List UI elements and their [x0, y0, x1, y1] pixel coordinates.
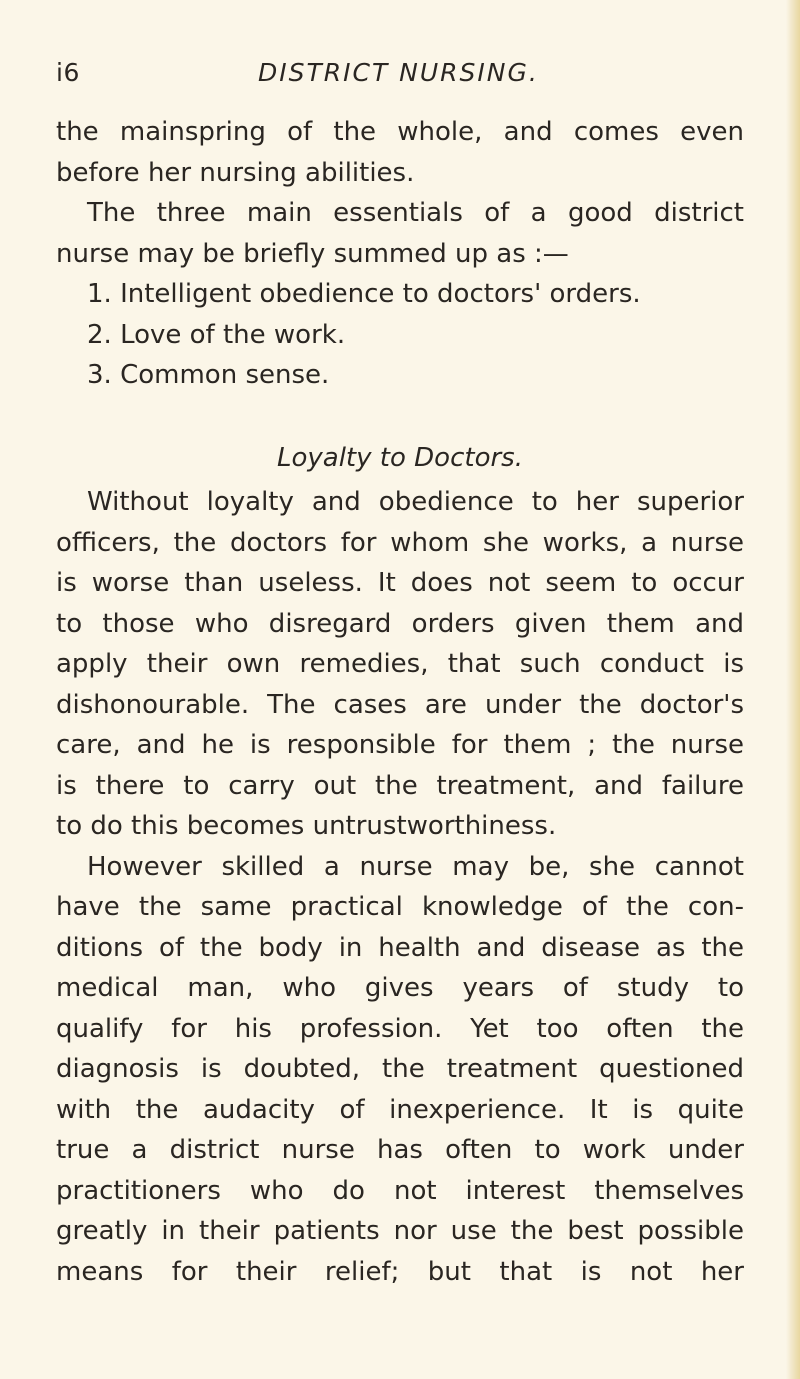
page-edge	[786, 0, 800, 1379]
text-line: greatly in their patients nor use the best possible	[56, 1216, 744, 1246]
text-line: the mainspring of the whole, and comes even	[56, 117, 744, 147]
page-header	[0, 58, 800, 98]
running-title: DISTRICT NURSING.	[258, 58, 539, 87]
text-line: true a district nurse has often to work under	[56, 1135, 744, 1165]
text-line: care, and he is responsible for them ; the nurse	[56, 730, 744, 760]
list-item: 2. Love of the work.	[87, 319, 346, 350]
text-line: qualify for his profession. Yet too often the	[56, 1013, 744, 1044]
text-line: with the audacity of inexperience. It is quite	[56, 1094, 744, 1125]
text-line: practitioners who do not interest themselves	[56, 1175, 744, 1206]
text-line: have the same practical knowledge of the con-	[56, 892, 744, 922]
text-line: The three main essentials of a good district	[87, 198, 744, 228]
text-line: officers, the doctors for whom she works, a nurse	[56, 527, 744, 558]
text-line: to do this becomes untrustworthiness.	[56, 811, 557, 841]
text-line: dishonourable. The cases are under the doctor's	[56, 689, 744, 720]
text-line: before her nursing abilities.	[56, 157, 415, 188]
page-text	[56, 112, 744, 1292]
text-line: to those who disregard orders given them and	[56, 608, 744, 639]
text-line: ditions of the body in health and disease as the	[56, 932, 744, 963]
text-line: medical man, who gives years of study to	[56, 973, 744, 1003]
text-line: Without loyalty and obedience to her superior	[87, 487, 744, 517]
page-number: i6	[56, 58, 80, 87]
list-item: 3. Common sense.	[87, 360, 330, 390]
text-line: is worse than useless. It does not seem to occur	[56, 568, 744, 598]
text-line: diagnosis is doubted, the treatment questioned	[56, 1054, 744, 1084]
text-line: However skilled a nurse may be, she cannot	[87, 851, 744, 882]
list-item: 1. Intelligent obedience to doctors' orders.	[87, 279, 641, 309]
text-line: means for their relief; but that is not her	[56, 1256, 744, 1287]
text-line: is there to carry out the treatment, and failure	[56, 770, 744, 801]
section-heading: Loyalty to Doctors.	[277, 442, 523, 473]
text-line: nurse may be briefly summed up as :—	[56, 238, 569, 269]
text-line: apply their own remedies, that such conduct is	[56, 649, 744, 679]
